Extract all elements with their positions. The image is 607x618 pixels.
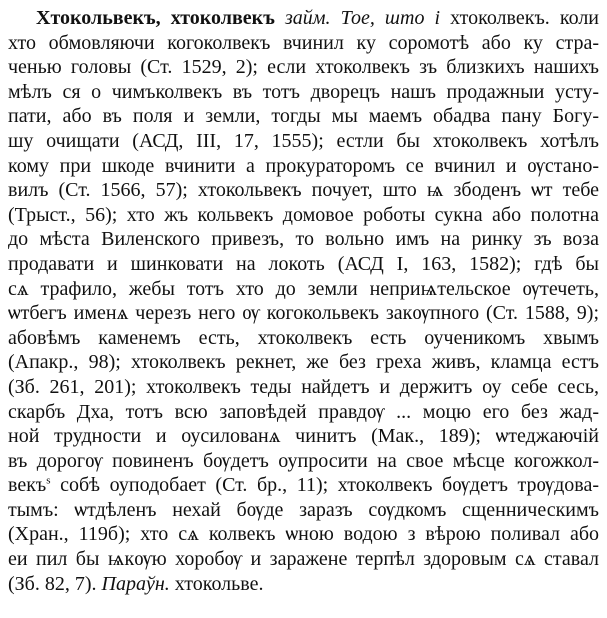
entry-line-5: пати, або въ поля и земли, тогды мы маемъ обадва пану Богу- xyxy=(8,105,599,128)
entry-line-3: ченью головы (Ст. 1529, 2); если хтоколвекъ зъ близкихъ нашихъ xyxy=(8,56,599,79)
entry-text-line-1: коли xyxy=(549,7,599,29)
entry-line-1 xyxy=(8,6,599,31)
entry-line-15: (Апакр., 98); хтоколвекъ рекнет, же без греха живъ, кламца естъ xyxy=(8,351,599,374)
last-citation: (Зб. 82, 7). xyxy=(8,572,97,595)
paraun-reference: хтокольве. xyxy=(174,572,264,595)
headword: Хтокольвекъ, хтоколвекъ xyxy=(36,7,275,29)
entry-line-22: (Хран., 119б); хто сѧ колвекъ ѡною водою з вѣрою поливал або xyxy=(8,523,599,546)
entry-line-19: въ дорогѹ повиненъ бѹдетъ оупросити на свое мѣсце когожкол- xyxy=(8,449,599,472)
entry-line-23: еи пил бы ѩкѹю хоробѹ и заражене терпѣл здоровым сѧ ставал xyxy=(8,548,599,571)
entry-line-8: вилъ (Ст. 1566, 57); хтокольвекъ почует, што ѩ збоденъ ѡт тебе xyxy=(8,179,599,202)
entry-line-14: абовѣмъ каменемъ есть, хтоколвекъ есть оученикомъ хвымъ xyxy=(8,326,599,349)
entry-line-17: скарбъ Дха, тотъ всю заповѣдей правдѹ ... моцю его без жад- xyxy=(8,400,599,423)
entry-line-4: мѣлъ ся о чимъколвекъ въ тотъ дворецъ нашъ продажныи усту- xyxy=(8,80,599,103)
paraun-label: Параўн. xyxy=(101,572,170,595)
entry-line-21: тымъ: ѡтдѣленъ нехай бѹде заразъ сѹдкомъ сщенническимъ xyxy=(8,498,599,521)
entry-line-11: продавати и шинковати на локоть (АСД І, 163, 1582); гдѣ бы xyxy=(8,252,599,275)
entry-line-13: ѡтбегъ именѧ черезъ него ѹ когокольвекъ закѹпного (Ст. 1588, 9); xyxy=(8,302,599,325)
entry-line-12: сѧ трафило, жебы тотъ хто до земли неприѩтельское ѹтечеть, xyxy=(8,277,599,300)
entry-line-10: до мѣста Виленского привезъ, то вольно имъ на ринку зъ воза xyxy=(8,228,599,251)
entry-line-20-text: векъ$^s$ собѣ оуподобает (Ст. бр., 11); хтоколвекъ бѹдетъ трѹдова- xyxy=(8,474,599,497)
entry-line-6: шу очищати (АСД, III, 17, 1555); естли бы хтоколвекъ хотѣлъ xyxy=(8,129,599,152)
entry-line-7: кому при шкоде вчинити а прокураторомъ се вчинил и ѹстано- xyxy=(8,154,599,177)
entry-line-18: ной трудности и оусилованѧ чинитъ (Мак., 189); ѡтеджаючій xyxy=(8,425,599,448)
entry-line-24 xyxy=(8,572,599,597)
entry-line-20 xyxy=(8,473,599,498)
see-also: хтоколвекъ. xyxy=(450,7,550,29)
gloss: займ. Тое, што і xyxy=(284,7,441,29)
entry-line-9: (Трыст., 56); хто жъ кольвекъ домовое роботы сукна або полотна xyxy=(8,203,599,226)
entry-line-16: (Зб. 261, 201); хтоколвекъ теды найдетъ и держитъ оу себе сесь, xyxy=(8,375,599,398)
superscript-mark: s xyxy=(46,474,51,487)
entry-line-2: хто обмовляючи когоколвекъ вчинил ку соромотѣ або ку стра- xyxy=(8,31,599,54)
